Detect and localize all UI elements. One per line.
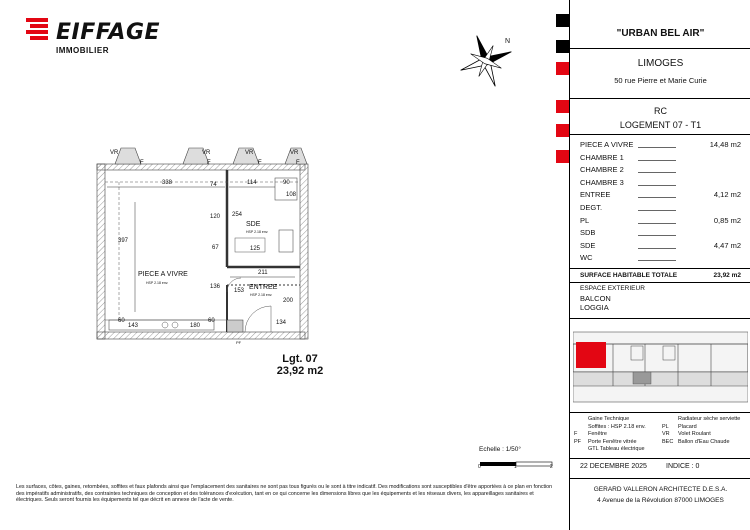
scale-tick-2: 2: [550, 464, 553, 470]
legend-code: VR: [662, 431, 670, 438]
architect-address: 4 Avenue de la Révolution 87000 LIMOGES: [597, 497, 724, 504]
dim-136: 136: [210, 284, 221, 290]
exterior-balcon: BALCON: [580, 294, 611, 303]
lgt-name: [265, 353, 335, 377]
room-row-label: CHAMBRE 1: [580, 152, 624, 162]
room-row-label: WC: [580, 253, 593, 263]
legend-text: GTL Tableau électrique: [588, 446, 645, 453]
dim-338: 338: [162, 180, 173, 186]
exterior-loggia: LOGGIA: [580, 303, 609, 312]
unit-level: RC: [654, 106, 667, 116]
room-row-label: CHAMBRE 2: [580, 165, 624, 175]
eiffage-logo-mark: [26, 18, 52, 47]
room-row-label: PIECE A VIVRE: [580, 140, 634, 149]
plan-date: 22 DECEMBRE 2025: [580, 463, 647, 470]
dim-143: 143: [128, 323, 139, 329]
plan-f-label-2: F: [207, 160, 211, 166]
legend-text: Porte Fenêtre vitrée: [588, 438, 637, 445]
room-label-piece-a-vivre: PIECE A VIVRE: [138, 271, 188, 278]
brand-name: EIFFAGE: [56, 20, 161, 45]
total-label: SURFACE HABITABLE TOTALE: [580, 272, 678, 279]
legend-code: BEC: [662, 438, 674, 445]
plan-pf-label: PF: [236, 340, 242, 345]
dim-180: 180: [190, 323, 201, 329]
disclaimer-note: Les surfaces, côtes, gaines, retombées, soffites et faux plafonds ainsi que l'emplacement des sanitaires ne sont pas tous figurés ou le sont à titre indicatif. Des modifications sont susceptibles d'être apportées à ce plan en fonction des impératifs administratifs, des contraintes techniques de conception et des tolérances d'exécution, tant en ce qui concerne les dimensions libres que les équipements et les réseaux divers, les appareillages sanitaires et électriques. Seuls seront fournis les équipements tel que décrit en annexe de l'acte de vente.: [16, 484, 553, 504]
legend-code: PF: [574, 438, 582, 445]
architect-name: GERARD VALLERON ARCHITECTE D.E.S.A.: [593, 486, 728, 493]
dim-60-b: 60: [208, 318, 215, 324]
room-row-label: ENTREE: [580, 190, 611, 200]
dim-153: 153: [234, 288, 245, 294]
marker-square-red: [556, 62, 569, 75]
marker-square-red: [556, 124, 569, 137]
legend-text: Gaine Technique: [588, 416, 630, 422]
scale-tick-1: 1: [514, 464, 517, 470]
plan-vr-label-2: VR: [202, 150, 211, 156]
dim-67: 67: [212, 245, 219, 251]
room-row-value: 4,12 m2: [713, 190, 741, 200]
room-row-leader-line: [638, 160, 676, 161]
unit-name: LOGEMENT 07 - T1: [619, 120, 702, 130]
room-row-leader-line: [638, 197, 676, 198]
dim-397: 397: [118, 238, 129, 244]
room-row-value: 0,85 m2: [713, 215, 741, 225]
dim-120: 120: [210, 214, 221, 220]
legend-text: Volet Roulant: [678, 431, 711, 438]
dim-60-a: 60: [118, 318, 125, 324]
room-sub-piece-a-vivre: HSP 2.18 env.: [146, 281, 169, 285]
room-row-leader-line: [638, 223, 676, 224]
plan-index: INDICE : 0: [666, 463, 700, 470]
dim-200: 200: [283, 298, 294, 304]
legend-text: Ballon d'Eau Chaude: [678, 438, 730, 445]
lgt-area: 23,92 m2: [276, 365, 324, 377]
room-row-leader-line: [638, 147, 676, 148]
room-row-value: 4,47 m2: [713, 240, 741, 250]
dim-90: 90: [283, 180, 290, 186]
room-row-label: DEGT.: [580, 203, 603, 212]
plan-f-label-4: F: [296, 160, 300, 166]
dim-74: 74: [210, 182, 217, 188]
legend-text: Placard: [678, 423, 697, 430]
plan-vr-label-1: VR: [110, 150, 119, 156]
project-city: LIMOGES: [637, 58, 684, 69]
plan-f-label-3: F: [258, 160, 262, 166]
room-row-label: SDE: [580, 240, 596, 250]
marker-square-red: [556, 100, 569, 113]
title-block-panel: [569, 0, 750, 530]
legend-text: Radiateur sèche serviette: [678, 416, 741, 422]
marker-square-black: [556, 40, 569, 53]
room-label-sde: SDE: [246, 221, 261, 228]
scale-label: Echelle : 1/50°: [479, 446, 521, 453]
room-row-leader-line: [638, 210, 676, 211]
plan-vr-label-4: VR: [290, 150, 299, 156]
building-key-plan: [573, 322, 748, 417]
dim-254: 254: [232, 212, 243, 218]
exterior-title: ESPACE EXTERIEUR: [580, 285, 645, 292]
project-address: 50 rue Pierre et Marie Curie: [614, 76, 707, 85]
dim-211: 211: [258, 270, 268, 276]
legend-code: PL: [662, 423, 669, 430]
room-row-value: 14,48 m2: [709, 140, 741, 149]
room-sub-entree: HSP 2.18 env.: [250, 293, 273, 297]
scale-tick-0: 0: [478, 464, 481, 470]
marker-square-red: [556, 150, 569, 163]
room-row-label: CHAMBRE 3: [580, 177, 624, 187]
room-label-entree: ENTREE: [249, 284, 278, 291]
compass-north-label: N: [505, 38, 511, 45]
legend-code: F: [574, 431, 578, 438]
room-sub-sde: HSP 2.18 env.: [246, 230, 269, 234]
dim-114: 114: [247, 180, 257, 186]
project-name: "URBAN BEL AIR": [616, 28, 705, 39]
room-row-leader-line: [638, 185, 676, 186]
room-row-leader-line: [638, 172, 676, 173]
room-row-label: PL: [580, 215, 590, 225]
legend-text: Soffites : HSP 2.18 env.: [588, 423, 646, 430]
brand-sub: IMMOBILIER: [56, 46, 109, 55]
plan-f-label-1: F: [140, 160, 144, 166]
plan-vr-label-3: VR: [245, 150, 254, 156]
room-row-leader-line: [638, 248, 676, 249]
lgt-number: Lgt. 07: [282, 353, 318, 365]
dim-134: 134: [276, 320, 287, 326]
room-row-leader-line: [638, 235, 676, 236]
dim-125: 125: [250, 246, 261, 252]
room-row-label: SDB: [580, 228, 596, 238]
legend-text: Fenêtre: [588, 431, 607, 438]
dim-108: 108: [286, 192, 297, 198]
marker-square-black: [556, 14, 569, 27]
room-row-leader-line: [638, 260, 676, 261]
total-value: 23,92 m2: [713, 272, 741, 279]
